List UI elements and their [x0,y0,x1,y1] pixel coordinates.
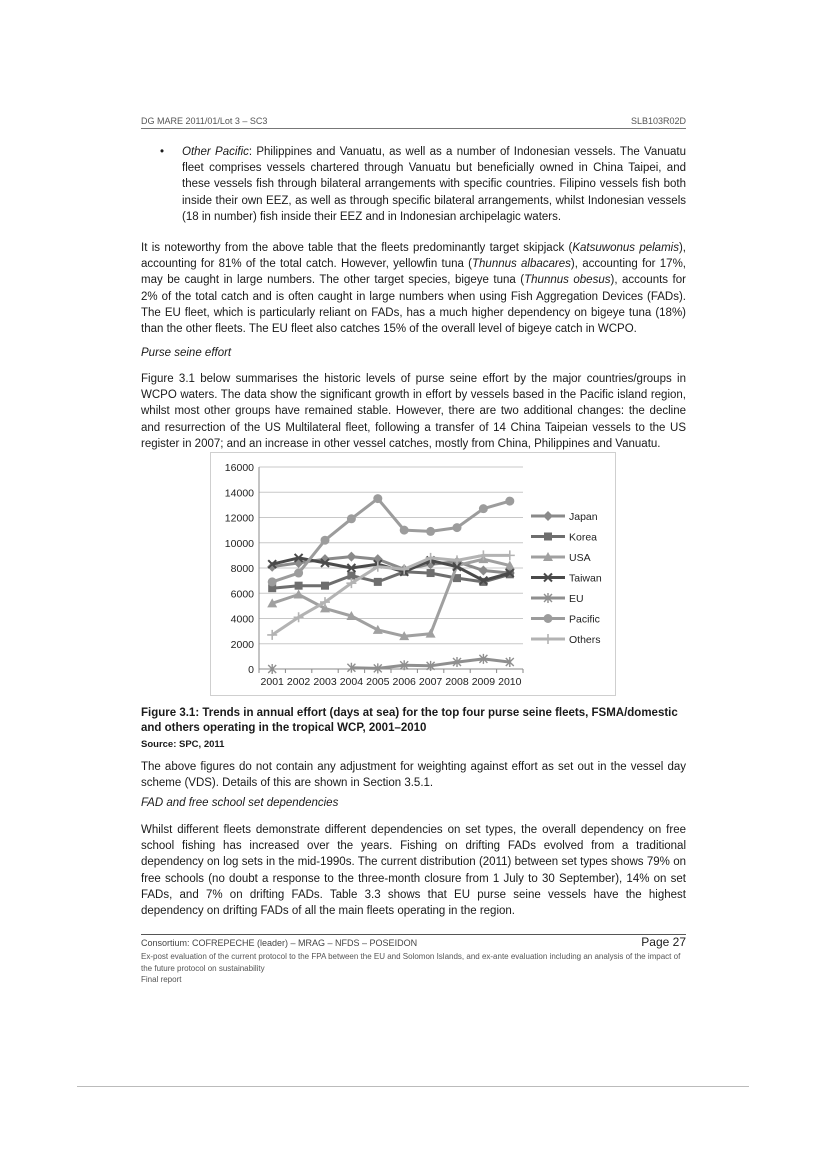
para1-text-1: It is noteworthy from the above table that the fleets predominantly target skipjack ( [141,242,573,254]
legend-label-taiwan: Taiwan [569,572,602,585]
data-point-korea [295,582,303,590]
data-point-japan [346,552,356,562]
para1-species-bigeye: Thunnus obesus [524,274,611,287]
data-point-usa [294,590,304,599]
header-left: DG MARE 2011/01/Lot 3 – SC3 [141,116,268,126]
legend-marker-japan [543,511,553,521]
para1-text-3: ), accounting for 17%, may be caught in large numbers. The other target species, bigeye tuna ( [141,258,686,287]
y-tick-label: 4000 [230,613,254,626]
data-point-japan [478,566,488,576]
data-point-korea [374,578,382,586]
heading-fad-dependencies: FAD and free school set dependencies [141,797,339,809]
para1-text-2: ), accounting for 81% of the total catch. However, yellowfin tuna ( [141,242,686,271]
para1-species-yellowfin: Thunnus albacares [472,258,571,271]
data-point-pacific [373,494,382,503]
footer-page-number: Page 27 [641,935,686,949]
legend-label-others: Others [569,634,601,646]
x-tick-label: 2007 [418,676,443,688]
y-tick-label: 0 [248,664,254,676]
data-point-pacific [505,497,514,506]
paragraph-vds-note: The above figures do not contain any adjustment for weighting against effort as set out in the vessel day scheme (VDS). Details of this are shown in Section 3.5.1. [141,761,686,790]
y-tick-label: 8000 [230,563,254,575]
figure-source: Source: SPC, 2011 [141,739,225,750]
paragraph-purse-seine-effort: Figure 3.1 below summarises the historic levels of purse seine effort by the major countries/groups in WCPO waters. The data show the significant growth in effort by vessels based in the Pacific island region, whilst most other groups have remained stable. However, there are two additional changes: the decline and resurrection of the US Multilateral fleet, following a transfer of 14 China Taipeian vessels to the US register in 2007; and an increase in other vessel catches, mostly from China, Philippines and Vanuatu. [141,373,686,450]
x-tick-label: 2001 [260,676,284,688]
x-tick-label: 2004 [339,676,364,688]
figure-caption: Figure 3.1: Trends in annual effort (days at sea) for the top four purse seine fleets, FSMA/domestic and others operating in the tropical WCP, 2001–2010 [141,707,678,734]
data-point-pacific [400,526,409,535]
data-point-pacific [426,527,435,536]
paragraph-catch-composition [141,240,686,337]
data-point-pacific [453,523,462,532]
bullet-label: Other Pacific [182,146,249,158]
legend-label-usa: USA [569,552,591,564]
x-tick-label: 2009 [471,676,496,688]
data-point-others [505,550,515,560]
bullet-text [182,144,686,225]
x-tick-label: 2008 [445,676,469,688]
heading-purse-seine-effort: Purse seine effort [141,347,232,359]
para1-species-skipjack: Katsuwonus pelamis [572,242,679,254]
x-tick-label: 2010 [498,676,522,688]
x-tick-label: 2005 [366,676,390,688]
page-header [141,116,686,129]
footer-report-status: Final report [141,975,182,984]
legend-label-japan: Japan [569,511,598,523]
y-tick-label: 16000 [224,462,254,474]
footer-divider [141,934,686,935]
y-tick-label: 6000 [230,588,254,601]
series-line-usa [272,559,510,636]
legend-marker-others [543,634,553,644]
bullet-symbol: • [160,146,165,158]
data-point-pacific [321,536,330,545]
data-point-korea [427,569,435,577]
y-tick-label: 12000 [224,512,254,525]
figure-3-1-chart [210,452,616,696]
paragraph-fad-dependencies: Whilst different fleets demonstrate different dependencies on set types, the overall dependency on free school fishing has increased over the years. Fishing on drifting FADs evolved from a traditional dependency on log sets in the mid-1990s. The current distribution (2011) between set types shows 79% on free schools (no doubt a response to the three-month closure from 1 July to 30 September), 14% on set FADs, and 7% on drifting FADs. Table 3.3 shows that EU purse seine vessels have the highest dependency on drifting FADs of all the main fleets operating in the region. [141,824,686,918]
data-point-korea [321,582,329,590]
data-point-pacific [347,514,356,523]
footer-report-info [141,951,686,986]
x-tick-label: 2006 [392,676,416,688]
effort-line-chart [211,453,615,695]
legend-marker-pacific [544,614,553,623]
y-tick-label: 14000 [224,487,254,500]
page-bottom-rule [77,1086,749,1087]
x-tick-label: 2002 [286,676,311,688]
footer-consortium: Consortium: COFREPECHE (leader) – MRAG – NFDS – POSEIDON [141,938,418,948]
para1-text-4: ), accounts for 2% of the total catch and is often caught in large numbers when using Fish Aggregation Devices (FADs). The EU fleet, which is particularly reliant on FADs, has a much higher dependency on bigeye tuna (18%) than the other fleets. The EU fleet also catches 15% of the overall level of bigeye catch in WCPO. [141,274,686,336]
header-right: SLB103R02D [630,116,686,126]
bullet-item-other-pacific [160,144,686,225]
x-tick-label: 2003 [313,676,337,688]
legend-label-eu: EU [569,593,584,605]
data-point-pacific [479,504,488,513]
bullet-body: : Philippines and Vanuatu, as well as a number of Indonesian vessels. The Vanuatu fleet comprises vessels chartered through Vanuatu but beneficially owned in China Taipei, and these vessels fish through bilateral arrangements with specific countries. Filipino vessels fish both inside their own EEZ, as well as through specific bilateral arrangements, whilst Indonesian vessels (18 in number) fish inside their EEZ and in Indonesian archipelagic waters. [182,146,687,223]
footer-report-title: Ex-post evaluation of the current protocol to the FPA between the EU and Solomon Islands, and ex-ante evaluation including an analysis of the impact of the future protocol on sustainability [141,952,681,973]
y-tick-label: 2000 [230,638,254,651]
data-point-pacific [268,577,277,586]
y-tick-label: 10000 [224,537,254,550]
data-point-pacific [294,569,303,578]
legend-label-pacific: Pacific [569,613,600,626]
legend-label-korea: Korea [569,531,598,544]
legend-marker-korea [544,533,552,541]
